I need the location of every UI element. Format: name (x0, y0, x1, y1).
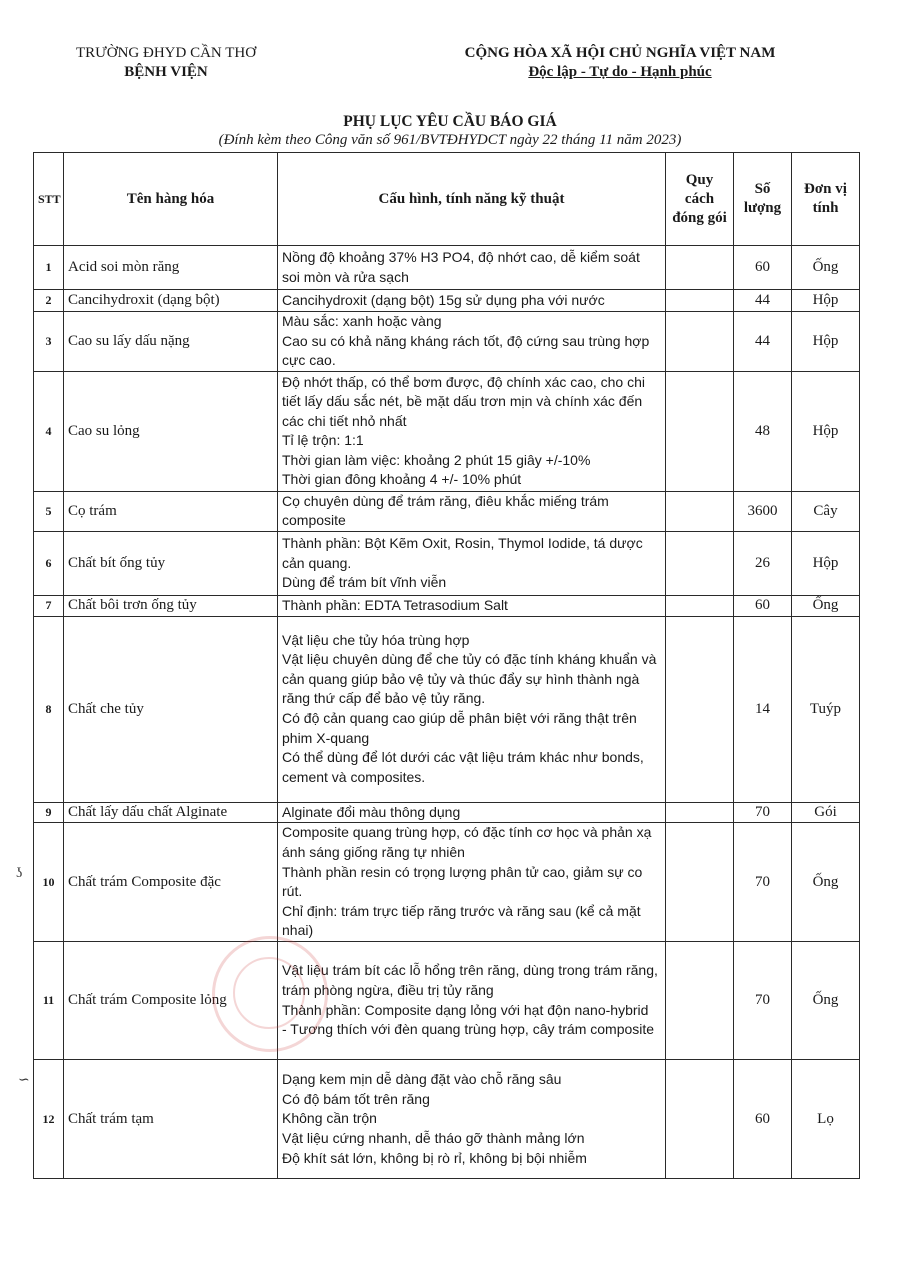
row-stt: 7 (34, 595, 64, 616)
row-packaging (666, 246, 734, 290)
margin-mark: ʖ (16, 866, 23, 881)
spec-line: Màu sắc: xanh hoặc vàng (282, 313, 442, 329)
spec-line: Có độ bám tốt trên răng (282, 1090, 430, 1107)
row-specification (278, 290, 666, 312)
row-packaging (666, 531, 734, 595)
spec-line: Không cần trộn (282, 1110, 377, 1127)
spec-line: Thời gian làm việc: khoảng 2 phút 15 giây +/-10% (282, 451, 591, 468)
row-packaging (666, 595, 734, 616)
row-unit: Gói (792, 802, 860, 823)
page-header (0, 44, 900, 104)
row-specification (278, 491, 666, 531)
table-row (34, 312, 860, 372)
spec-line: Độ nhớt thấp, có thể bơm được, độ chính xác cao, cho chi tiết lấy dấu sắc nét, bề mặt dấu trơn mịn và chính xác đến các chi tiết nhỏ nhất (282, 373, 645, 429)
row-stt: 10 (34, 823, 64, 942)
row-stt: 6 (34, 531, 64, 595)
row-stt: 9 (34, 802, 64, 823)
spec-line: Có độ cản quang cao giúp dễ phân biệt với răng thật trên phim X-quang (282, 710, 637, 746)
spec-line: Dạng kem mịn dễ dàng đặt vào chỗ răng sâu (282, 1071, 562, 1088)
table-row (34, 823, 860, 942)
table-row (34, 371, 860, 491)
row-quantity: 44 (734, 290, 792, 312)
table-row (34, 246, 860, 290)
spec-line: Nồng độ khoảng 37% H3 PO4, độ nhớt cao, dễ kiểm soát soi mòn và rửa sạch (282, 248, 640, 285)
spec-line: Cao su có khả năng kháng rách tốt, độ cứng sau trùng hợp cực cao. (282, 332, 650, 369)
table-row (34, 616, 860, 802)
spec-line: Thành phần: Composite dạng lỏng với hạt độn nano-hybrid (282, 1001, 649, 1018)
row-stt: 12 (34, 1060, 64, 1179)
table-row (34, 802, 860, 823)
margin-mark: ∽ (18, 1073, 30, 1088)
row-item-name: Cọ trám (64, 491, 278, 531)
row-stt: 4 (34, 371, 64, 491)
nation-name: CỘNG HÒA XÃ HỘI CHỦ NGHĨA VIỆT NAM (464, 45, 776, 61)
table-row (34, 942, 860, 1060)
header-quantity: Số lượng (734, 153, 792, 246)
row-stt: 1 (34, 246, 64, 290)
row-specification (278, 531, 666, 595)
table-header-row (34, 153, 860, 246)
row-specification (278, 246, 666, 290)
header-item-name: Tên hàng hóa (64, 153, 278, 246)
spec-line: - Tương thích với đèn quang trùng hợp, cây trám composite (282, 1021, 655, 1038)
row-unit: Hộp (792, 371, 860, 491)
row-item-name: Chất che tủy (64, 616, 278, 802)
row-quantity: 70 (734, 802, 792, 823)
row-specification (278, 942, 666, 1060)
spec-line: Vật liệu chuyên dùng để che tủy có đặc tính kháng khuẩn và cản quang giúp bảo vệ tủy và thúc đẩy sự hình thành ngà răng thứ cấp để bảo vệ tủy răng. (282, 651, 657, 707)
row-quantity: 70 (734, 823, 792, 942)
spec-line: Tỉ lệ trộn: 1:1 (282, 432, 364, 449)
row-stt: 8 (34, 616, 64, 802)
document-title-block (0, 112, 900, 150)
row-item-name: Chất trám Composite lỏng (64, 942, 278, 1060)
header-unit: Đơn vị tính (792, 153, 860, 246)
row-specification (278, 595, 666, 616)
row-stt: 2 (34, 290, 64, 312)
row-item-name: Chất bôi trơn ống tủy (64, 595, 278, 616)
row-quantity: 60 (734, 246, 792, 290)
national-heading (420, 44, 820, 82)
spec-line: Chỉ định: trám trực tiếp răng trước và răng sau (kể cả mặt nhai) (282, 902, 641, 939)
row-unit: Hộp (792, 290, 860, 312)
row-item-name: Chất trám tạm (64, 1060, 278, 1179)
row-unit: Ống (792, 823, 860, 942)
row-unit: Ống (792, 246, 860, 290)
row-quantity: 48 (734, 371, 792, 491)
row-specification (278, 802, 666, 823)
spec-line: Composite quang trùng hợp, có đặc tính cơ học và phản xạ ánh sáng giống răng tự nhiên (282, 824, 652, 860)
row-item-name: Acid soi mòn răng (64, 246, 278, 290)
row-unit: Lọ (792, 1060, 860, 1179)
issuing-organization (66, 44, 266, 82)
table-row (34, 531, 860, 595)
spec-line: Cancihydroxit (dạng bột) 15g sử dụng pha với nước (282, 291, 605, 308)
row-unit: Ống (792, 595, 860, 616)
table-row (34, 491, 860, 531)
row-stt: 5 (34, 491, 64, 531)
row-item-name: Chất bít ống tủy (64, 531, 278, 595)
row-specification (278, 1060, 666, 1179)
row-unit: Hộp (792, 312, 860, 372)
spec-line: Thành phần resin có trọng lượng phân tử cao, giảm sự co rút. (282, 863, 643, 900)
row-quantity: 44 (734, 312, 792, 372)
national-motto: Độc lập - Tự do - Hạnh phúc (528, 64, 712, 80)
row-packaging (666, 371, 734, 491)
document-title: PHỤ LỤC YÊU CẦU BÁO GIÁ (343, 113, 557, 130)
org-line-hospital: BỆNH VIỆN (124, 64, 208, 80)
row-specification (278, 823, 666, 942)
row-stt: 3 (34, 312, 64, 372)
header-specification: Cấu hình, tính năng kỹ thuật (278, 153, 666, 246)
row-item-name: Chất lấy dấu chất Alginate (64, 802, 278, 823)
quotation-table (33, 152, 860, 1179)
table-row (34, 595, 860, 616)
table-body (34, 246, 860, 1179)
row-item-name: Cao su lấy dấu nặng (64, 312, 278, 372)
row-packaging (666, 1060, 734, 1179)
table-row (34, 290, 860, 312)
row-quantity: 14 (734, 616, 792, 802)
spec-line: Thành phần: Bột Kẽm Oxit, Rosin, Thymol Iodide, tá dược cản quang. (282, 535, 643, 571)
spec-line: Thời gian đông khoảng 4 +/- 10% phút (282, 471, 522, 488)
row-unit: Ống (792, 942, 860, 1060)
row-packaging (666, 802, 734, 823)
org-line-university: TRƯỜNG ĐHYD CẦN THƠ (75, 45, 257, 61)
row-specification (278, 312, 666, 372)
row-item-name: Cao su lỏng (64, 371, 278, 491)
row-quantity: 60 (734, 1060, 792, 1179)
spec-line: Cọ chuyên dùng để trám răng, điêu khắc miếng trám composite (282, 492, 609, 529)
spec-line: Thành phần: EDTA Tetrasodium Salt (282, 596, 508, 613)
spec-line: Vật liệu trám bít các lỗ hổng trên răng, dùng trong trám răng, trám phòng ngừa, điều trị tủy răng (282, 962, 658, 999)
spec-line: Alginate đổi màu thông dụng (282, 803, 461, 820)
row-quantity: 60 (734, 595, 792, 616)
row-stt: 11 (34, 942, 64, 1060)
spec-line: Độ khít sát lớn, không bị rò rỉ, không bị bội nhiễm (282, 1149, 587, 1166)
document-subtitle: (Đính kèm theo Công văn số 961/BVTĐHYDCT ngày 22 tháng 11 năm 2023) (218, 132, 682, 148)
row-packaging (666, 823, 734, 942)
row-unit: Hộp (792, 531, 860, 595)
row-packaging (666, 290, 734, 312)
row-quantity: 3600 (734, 491, 792, 531)
row-quantity: 26 (734, 531, 792, 595)
table-row (34, 1060, 860, 1179)
header-stt: STT (34, 153, 64, 246)
row-packaging (666, 491, 734, 531)
row-item-name: Cancihydroxit (dạng bột) (64, 290, 278, 312)
spec-line: Vật liệu cứng nhanh, dễ tháo gỡ thành mảng lớn (282, 1129, 585, 1146)
spec-line: Vật liệu che tủy hóa trùng hợp (282, 631, 470, 648)
row-item-name: Chất trám Composite đặc (64, 823, 278, 942)
header-packaging: Quy cách đóng gói (666, 153, 734, 246)
row-specification (278, 616, 666, 802)
row-unit: Tuýp (792, 616, 860, 802)
row-unit: Cây (792, 491, 860, 531)
row-quantity: 70 (734, 942, 792, 1060)
row-packaging (666, 942, 734, 1060)
row-packaging (666, 616, 734, 802)
row-packaging (666, 312, 734, 372)
spec-line: Dùng để trám bít vĩnh viễn (282, 574, 447, 591)
spec-line: Có thể dùng để lót dưới các vật liệu trám khác như bonds, cement và composites. (282, 749, 644, 785)
row-specification (278, 371, 666, 491)
